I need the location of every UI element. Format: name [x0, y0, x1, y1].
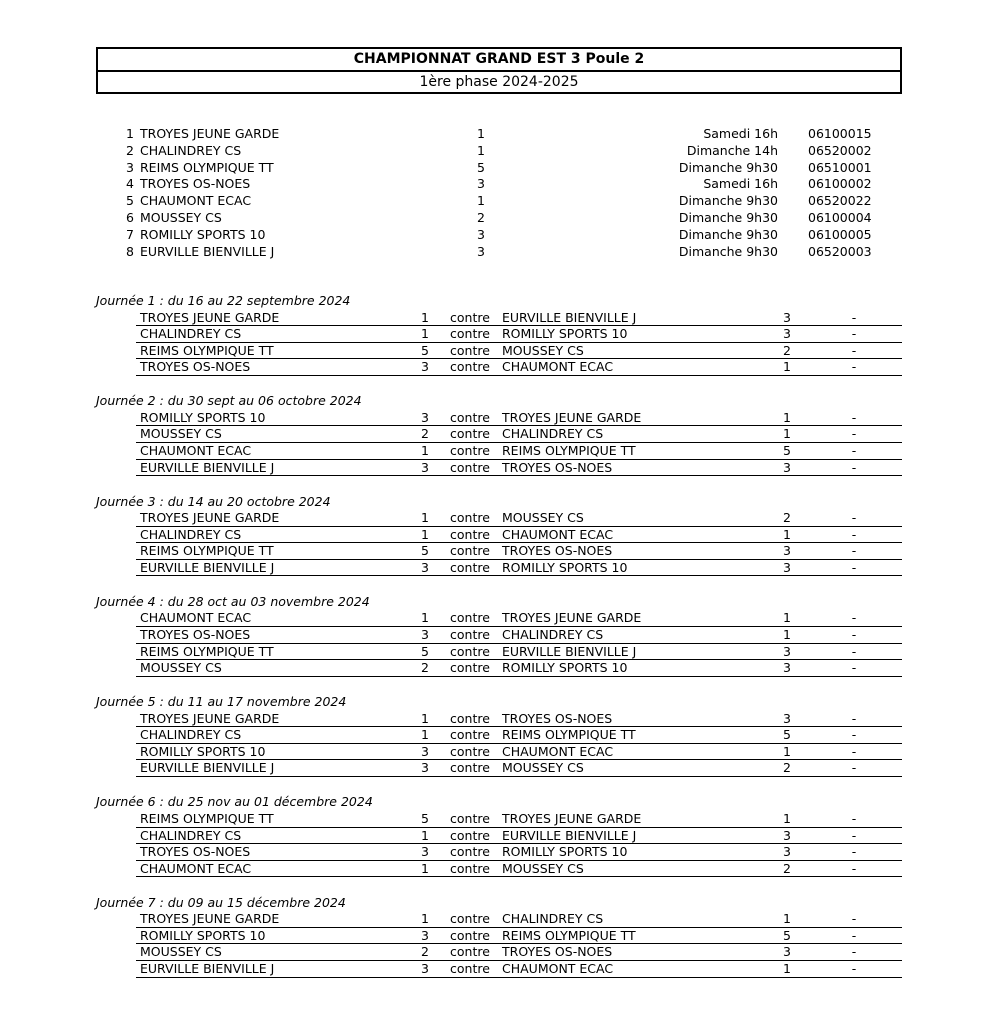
match-row — [136, 310, 902, 327]
versus-label: contre — [450, 526, 490, 542]
match-row — [136, 644, 902, 661]
match-result: - — [851, 961, 857, 977]
match-row — [136, 627, 902, 644]
match-result: - — [851, 710, 857, 726]
match-row — [136, 460, 902, 477]
team-match-day: Dimanche 9h30 — [678, 159, 778, 175]
home-level: 1 — [421, 309, 429, 325]
match-result: - — [851, 359, 857, 375]
teams-list — [96, 126, 902, 260]
home-team: EURVILLE BIENVILLE J — [140, 559, 275, 575]
team-number: 1 — [126, 126, 134, 141]
match-row — [136, 861, 902, 878]
away-level: 1 — [783, 743, 791, 759]
away-level: 3 — [783, 643, 791, 659]
header-box — [96, 47, 902, 94]
home-team: CHALINDREY CS — [140, 727, 242, 743]
team-match-day: Dimanche 9h30 — [678, 226, 778, 242]
team-level: 2 — [477, 209, 485, 225]
match-row — [136, 359, 902, 376]
away-team: ROMILLY SPORTS 10 — [502, 844, 628, 860]
away-level: 1 — [783, 426, 791, 442]
round-block — [96, 895, 902, 995]
home-team: CHALINDREY CS — [140, 827, 242, 843]
versus-label: contre — [450, 510, 490, 526]
round-title: Journée 6 : du 25 nov au 01 décembre 2024 — [96, 794, 373, 810]
away-level: 1 — [783, 626, 791, 642]
match-result: - — [851, 559, 857, 575]
home-team: MOUSSEY CS — [140, 426, 222, 442]
home-team: TROYES JEUNE GARDE — [140, 710, 280, 726]
match-result: - — [851, 526, 857, 542]
page-title: CHAMPIONNAT GRAND EST 3 Poule 2 — [98, 49, 900, 72]
team-name: TROYES JEUNE GARDE — [140, 126, 280, 141]
versus-label: contre — [450, 961, 490, 977]
away-team: TROYES OS-NOES — [502, 459, 613, 475]
round-block — [96, 594, 902, 694]
match-row — [136, 527, 902, 544]
away-team: CHAUMONT ECAC — [502, 961, 614, 977]
versus-label: contre — [450, 426, 490, 442]
match-row — [136, 944, 902, 961]
away-team: TROYES JEUNE GARDE — [502, 810, 642, 826]
away-level: 1 — [783, 810, 791, 826]
match-result: - — [851, 342, 857, 358]
team-row — [96, 126, 902, 143]
match-result: - — [851, 442, 857, 458]
round-title: Journée 7 : du 09 au 15 décembre 2024 — [96, 894, 346, 910]
match-row — [136, 610, 902, 627]
team-level: 1 — [477, 142, 485, 158]
home-level: 1 — [421, 326, 429, 342]
away-team: CHALINDREY CS — [502, 626, 604, 642]
home-level: 3 — [421, 626, 429, 642]
versus-label: contre — [450, 660, 490, 676]
team-match-day: Dimanche 14h — [686, 142, 778, 158]
match-result: - — [851, 743, 857, 759]
away-team: CHAUMONT ECAC — [502, 359, 614, 375]
team-name: EURVILLE BIENVILLE J — [140, 243, 275, 259]
team-level: 3 — [477, 176, 485, 192]
match-row — [136, 744, 902, 761]
match-result: - — [851, 643, 857, 659]
home-team: EURVILLE BIENVILLE J — [140, 459, 275, 475]
team-row — [96, 244, 902, 261]
home-level: 1 — [421, 860, 429, 876]
round-block — [96, 293, 902, 393]
home-level: 1 — [421, 710, 429, 726]
team-code: 06520022 — [808, 193, 872, 209]
home-team: TROYES JEUNE GARDE — [140, 510, 280, 526]
home-team: CHALINDREY CS — [140, 326, 242, 342]
away-team: REIMS OLYMPIQUE TT — [502, 727, 636, 743]
match-row — [136, 760, 902, 777]
team-code: 06100002 — [808, 176, 872, 192]
away-level: 3 — [783, 710, 791, 726]
versus-label: contre — [450, 911, 490, 927]
team-number: 7 — [126, 226, 134, 242]
away-level: 3 — [783, 827, 791, 843]
home-team: REIMS OLYMPIQUE TT — [140, 643, 274, 659]
away-team: CHAUMONT ECAC — [502, 526, 614, 542]
team-name: CHALINDREY CS — [140, 142, 242, 158]
round-block — [96, 494, 902, 594]
team-match-day: Samedi 16h — [703, 126, 778, 141]
team-code: 06520002 — [808, 142, 872, 158]
match-row — [136, 928, 902, 945]
team-name: REIMS OLYMPIQUE TT — [140, 159, 274, 175]
away-team: MOUSSEY CS — [502, 860, 584, 876]
versus-label: contre — [450, 927, 490, 943]
away-team: EURVILLE BIENVILLE J — [502, 643, 637, 659]
away-team: CHALINDREY CS — [502, 426, 604, 442]
home-team: TROYES JEUNE GARDE — [140, 911, 280, 927]
away-level: 3 — [783, 944, 791, 960]
versus-label: contre — [450, 844, 490, 860]
match-result: - — [851, 860, 857, 876]
team-code: 06100004 — [808, 209, 872, 225]
home-level: 2 — [421, 944, 429, 960]
versus-label: contre — [450, 409, 490, 425]
away-level: 1 — [783, 359, 791, 375]
away-level: 1 — [783, 409, 791, 425]
away-level: 2 — [783, 860, 791, 876]
home-level: 3 — [421, 359, 429, 375]
rounds-schedule — [96, 293, 902, 995]
home-level: 3 — [421, 844, 429, 860]
home-team: CHALINDREY CS — [140, 526, 242, 542]
team-row — [96, 160, 902, 177]
match-row — [136, 961, 902, 978]
match-result: - — [851, 760, 857, 776]
match-row — [136, 426, 902, 443]
away-team: MOUSSEY CS — [502, 760, 584, 776]
away-team: MOUSSEY CS — [502, 342, 584, 358]
away-level: 2 — [783, 760, 791, 776]
match-result: - — [851, 844, 857, 860]
match-row — [136, 443, 902, 460]
home-team: REIMS OLYMPIQUE TT — [140, 810, 274, 826]
home-level: 1 — [421, 526, 429, 542]
home-team: ROMILLY SPORTS 10 — [140, 743, 266, 759]
away-team: ROMILLY SPORTS 10 — [502, 660, 628, 676]
home-team: REIMS OLYMPIQUE TT — [140, 342, 274, 358]
team-code: 06510001 — [808, 159, 872, 175]
team-number: 3 — [126, 159, 134, 175]
home-team: ROMILLY SPORTS 10 — [140, 927, 266, 943]
versus-label: contre — [450, 442, 490, 458]
home-level: 3 — [421, 559, 429, 575]
round-title: Journée 2 : du 30 sept au 06 octobre 2024 — [96, 393, 362, 409]
away-team: TROYES OS-NOES — [502, 543, 613, 559]
team-match-day: Dimanche 9h30 — [678, 193, 778, 209]
team-code: 06100005 — [808, 226, 872, 242]
match-row — [136, 326, 902, 343]
away-level: 2 — [783, 342, 791, 358]
versus-label: contre — [450, 626, 490, 642]
round-title: Journée 5 : du 11 au 17 novembre 2024 — [96, 694, 347, 710]
team-level: 1 — [477, 193, 485, 209]
away-team: TROYES OS-NOES — [502, 710, 613, 726]
away-team: ROMILLY SPORTS 10 — [502, 559, 628, 575]
home-team: MOUSSEY CS — [140, 944, 222, 960]
versus-label: contre — [450, 743, 490, 759]
home-team: MOUSSEY CS — [140, 660, 222, 676]
match-result: - — [851, 543, 857, 559]
team-row — [96, 210, 902, 227]
away-team: CHAUMONT ECAC — [502, 743, 614, 759]
away-team: TROYES JEUNE GARDE — [502, 409, 642, 425]
team-name: ROMILLY SPORTS 10 — [140, 226, 266, 242]
away-team: EURVILLE BIENVILLE J — [502, 309, 637, 325]
match-row — [136, 844, 902, 861]
team-level: 3 — [477, 243, 485, 259]
match-row — [136, 560, 902, 577]
match-row — [136, 410, 902, 427]
home-level: 1 — [421, 510, 429, 526]
team-match-day: Dimanche 9h30 — [678, 209, 778, 225]
away-level: 3 — [783, 459, 791, 475]
team-row — [96, 176, 902, 193]
match-row — [136, 660, 902, 677]
round-block — [96, 393, 902, 493]
home-team: CHAUMONT ECAC — [140, 610, 252, 626]
away-team: EURVILLE BIENVILLE J — [502, 827, 637, 843]
home-level: 2 — [421, 426, 429, 442]
team-name: CHAUMONT ECAC — [140, 193, 252, 209]
match-result: - — [851, 426, 857, 442]
home-level: 3 — [421, 961, 429, 977]
team-row — [96, 143, 902, 160]
versus-label: contre — [450, 326, 490, 342]
home-level: 5 — [421, 643, 429, 659]
home-level: 3 — [421, 459, 429, 475]
team-number: 5 — [126, 193, 134, 209]
match-row — [136, 343, 902, 360]
away-team: REIMS OLYMPIQUE TT — [502, 927, 636, 943]
home-team: TROYES OS-NOES — [140, 844, 251, 860]
versus-label: contre — [450, 760, 490, 776]
away-team: REIMS OLYMPIQUE TT — [502, 442, 636, 458]
match-result: - — [851, 944, 857, 960]
match-result: - — [851, 827, 857, 843]
team-number: 4 — [126, 176, 134, 192]
home-team: TROYES OS-NOES — [140, 359, 251, 375]
match-row — [136, 828, 902, 845]
team-match-day: Dimanche 9h30 — [678, 243, 778, 259]
versus-label: contre — [450, 543, 490, 559]
home-team: TROYES JEUNE GARDE — [140, 309, 280, 325]
home-team: EURVILLE BIENVILLE J — [140, 760, 275, 776]
team-level: 3 — [477, 226, 485, 242]
team-level: 5 — [477, 159, 485, 175]
away-level: 3 — [783, 844, 791, 860]
round-block — [96, 794, 902, 894]
page-subtitle: 1ère phase 2024-2025 — [419, 74, 579, 90]
home-level: 5 — [421, 342, 429, 358]
away-team: TROYES OS-NOES — [502, 944, 613, 960]
away-team: TROYES JEUNE GARDE — [502, 610, 642, 626]
match-row — [136, 727, 902, 744]
match-row — [136, 811, 902, 828]
versus-label: contre — [450, 727, 490, 743]
away-level: 1 — [783, 911, 791, 927]
round-title: Journée 1 : du 16 au 22 septembre 2024 — [96, 293, 351, 308]
round-title: Journée 3 : du 14 au 20 octobre 2024 — [96, 493, 331, 509]
versus-label: contre — [450, 827, 490, 843]
away-team: MOUSSEY CS — [502, 510, 584, 526]
match-result: - — [851, 660, 857, 676]
versus-label: contre — [450, 643, 490, 659]
home-team: ROMILLY SPORTS 10 — [140, 409, 266, 425]
home-level: 5 — [421, 543, 429, 559]
match-result: - — [851, 610, 857, 626]
versus-label: contre — [450, 860, 490, 876]
versus-label: contre — [450, 559, 490, 575]
match-result: - — [851, 510, 857, 526]
home-level: 1 — [421, 442, 429, 458]
away-level: 1 — [783, 526, 791, 542]
away-level: 3 — [783, 543, 791, 559]
team-row — [96, 227, 902, 244]
match-row — [136, 711, 902, 728]
home-team: CHAUMONT ECAC — [140, 860, 252, 876]
team-number: 6 — [126, 209, 134, 225]
versus-label: contre — [450, 710, 490, 726]
team-name: MOUSSEY CS — [140, 209, 222, 225]
match-row — [136, 510, 902, 527]
versus-label: contre — [450, 309, 490, 325]
away-level: 3 — [783, 559, 791, 575]
team-level: 1 — [477, 126, 485, 141]
away-level: 2 — [783, 510, 791, 526]
match-result: - — [851, 409, 857, 425]
match-result: - — [851, 911, 857, 927]
versus-label: contre — [450, 810, 490, 826]
team-number: 2 — [126, 142, 134, 158]
away-level: 1 — [783, 610, 791, 626]
home-level: 1 — [421, 827, 429, 843]
home-team: TROYES OS-NOES — [140, 626, 251, 642]
versus-label: contre — [450, 342, 490, 358]
match-result: - — [851, 309, 857, 325]
match-row — [136, 543, 902, 560]
team-number: 8 — [126, 243, 134, 259]
away-level: 5 — [783, 442, 791, 458]
away-team: ROMILLY SPORTS 10 — [502, 326, 628, 342]
round-title: Journée 4 : du 28 oct au 03 novembre 2024 — [96, 593, 370, 609]
match-result: - — [851, 927, 857, 943]
away-level: 3 — [783, 309, 791, 325]
versus-label: contre — [450, 610, 490, 626]
home-level: 1 — [421, 727, 429, 743]
home-level: 1 — [421, 911, 429, 927]
away-level: 3 — [783, 326, 791, 342]
home-team: EURVILLE BIENVILLE J — [140, 961, 275, 977]
away-level: 5 — [783, 927, 791, 943]
home-level: 2 — [421, 660, 429, 676]
away-level: 5 — [783, 727, 791, 743]
home-level: 3 — [421, 409, 429, 425]
away-level: 3 — [783, 660, 791, 676]
team-match-day: Samedi 16h — [703, 176, 778, 192]
team-row — [96, 193, 902, 210]
match-result: - — [851, 727, 857, 743]
home-level: 1 — [421, 610, 429, 626]
home-level: 3 — [421, 927, 429, 943]
away-team: CHALINDREY CS — [502, 911, 604, 927]
versus-label: contre — [450, 459, 490, 475]
round-block — [96, 694, 902, 794]
home-team: REIMS OLYMPIQUE TT — [140, 543, 274, 559]
home-level: 3 — [421, 743, 429, 759]
match-result: - — [851, 326, 857, 342]
match-result: - — [851, 626, 857, 642]
team-code: 06520003 — [808, 243, 872, 259]
match-result: - — [851, 810, 857, 826]
versus-label: contre — [450, 359, 490, 375]
team-name: TROYES OS-NOES — [140, 176, 251, 192]
away-level: 1 — [783, 961, 791, 977]
home-team: CHAUMONT ECAC — [140, 442, 252, 458]
team-code: 06100015 — [808, 126, 872, 141]
match-row — [136, 911, 902, 928]
match-result: - — [851, 459, 857, 475]
home-level: 3 — [421, 760, 429, 776]
home-level: 5 — [421, 810, 429, 826]
versus-label: contre — [450, 944, 490, 960]
